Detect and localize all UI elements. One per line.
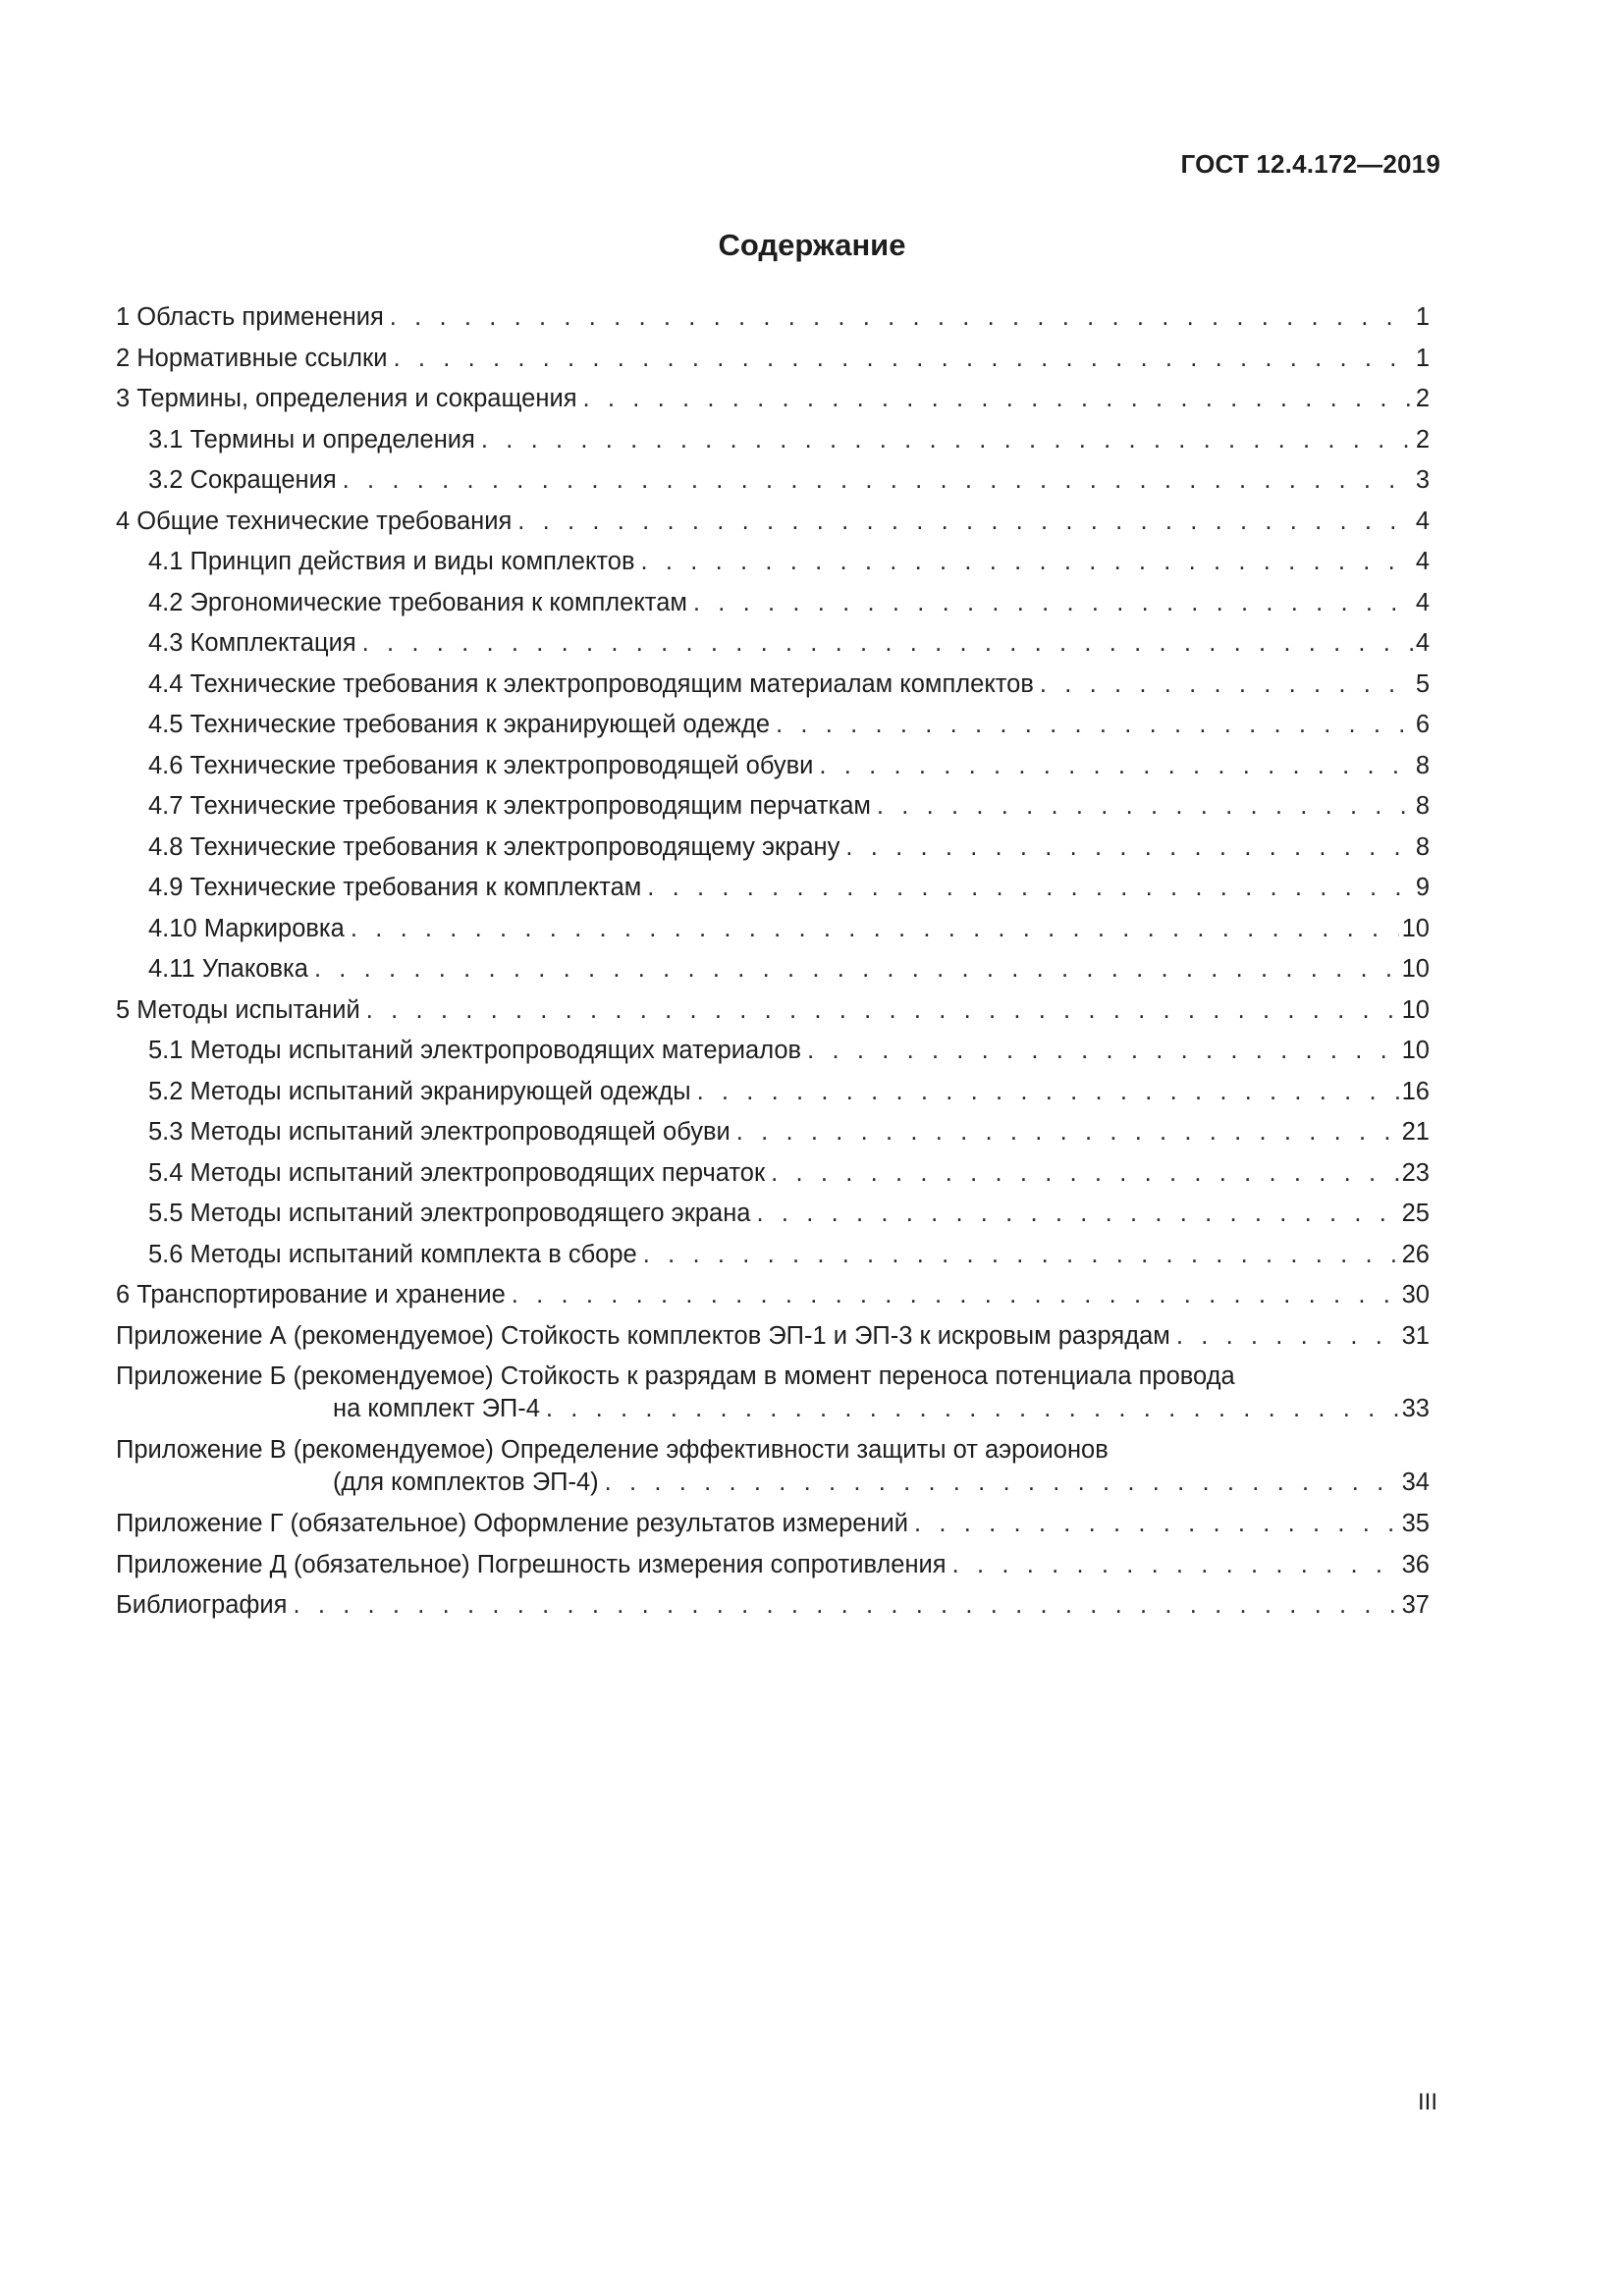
toc-entry-label: Приложение В (рекомендуемое) Определение эффективности защиты от аэроионов (116, 1436, 1109, 1464)
toc-entry-page: 10 (1401, 1037, 1430, 1064)
document-code: ГОСТ 12.4.172—2019 (1180, 149, 1440, 179)
toc-entry-page: 4 (1415, 588, 1430, 616)
toc-entry[interactable] (116, 339, 1430, 380)
toc-entry[interactable] (116, 1357, 1430, 1430)
toc-dot-leader (952, 1545, 1399, 1586)
toc-dot-leader (693, 583, 1413, 624)
toc-dot-leader (512, 1275, 1399, 1316)
toc-entry[interactable] (116, 542, 1430, 583)
toc-dot-leader (771, 1153, 1399, 1195)
toc-entry[interactable] (116, 1031, 1430, 1072)
toc-entry[interactable] (116, 1275, 1430, 1316)
toc-entry-page: 10 (1401, 914, 1430, 942)
toc-entry[interactable] (116, 665, 1430, 706)
toc-entry[interactable] (116, 623, 1430, 665)
toc-entry-page: 2 (1415, 385, 1430, 412)
toc-entry-page: 2 (1415, 425, 1430, 454)
toc-entry-page: 36 (1401, 1550, 1430, 1578)
toc-dot-leader (756, 1194, 1398, 1235)
toc-entry-label: 4 Общие технические требования (116, 507, 513, 535)
toc-entry-page: 1 (1415, 344, 1430, 372)
toc-entry-page: 25 (1401, 1200, 1430, 1227)
toc-entry-page: 35 (1401, 1510, 1430, 1537)
toc-entry-label: 4.7 Технические требования к электропроводящим перчаткам (148, 792, 871, 820)
toc-dot-leader (517, 502, 1413, 543)
toc-dot-leader (351, 909, 1399, 950)
toc-entry-label: 6 Транспортирование и хранение (116, 1281, 506, 1308)
toc-entry-page: 30 (1401, 1281, 1430, 1308)
toc-entry-label: 5.2 Методы испытаний экранирующей одежды (148, 1077, 691, 1105)
toc-entry-page: 33 (1401, 1395, 1430, 1422)
toc-entry[interactable] (116, 379, 1430, 420)
toc-dot-leader (343, 460, 1413, 502)
toc-entry-label: 3.2 Сокращения (148, 466, 337, 494)
toc-entry-page: 34 (1401, 1468, 1430, 1496)
toc-dot-leader (390, 297, 1413, 339)
page-number: III (1417, 2089, 1437, 2115)
toc-dot-leader (293, 1585, 1398, 1627)
toc-dot-leader (776, 705, 1413, 746)
toc-entry[interactable] (116, 297, 1430, 339)
toc-dot-leader (583, 379, 1413, 420)
toc-entry[interactable] (116, 1235, 1430, 1276)
toc-entry-page: 31 (1401, 1321, 1430, 1350)
toc-dot-leader (807, 1031, 1399, 1072)
toc-entry[interactable] (116, 868, 1430, 909)
toc-entry[interactable] (116, 949, 1430, 990)
toc-entry[interactable] (116, 1072, 1430, 1113)
toc-dot-leader (1040, 665, 1413, 706)
toc-entry-label: Приложение Г (обязательное) Оформление результатов измерений (116, 1510, 909, 1537)
toc-entry[interactable] (116, 909, 1430, 950)
toc-entry-label: 5.4 Методы испытаний электропроводящих перчаток (148, 1158, 766, 1187)
toc-entry-page: 3 (1415, 466, 1430, 494)
toc-entry[interactable] (116, 1112, 1430, 1153)
toc-entry-label: 4.11 Упаковка (148, 955, 308, 983)
toc-dot-leader (641, 542, 1413, 583)
toc-entry[interactable] (116, 1545, 1430, 1586)
toc-dot-leader (314, 949, 1399, 990)
toc-entry-label: Приложение Б (рекомендуемое) Стойкость к разрядам в момент переноса потенциала провода (116, 1362, 1235, 1390)
toc-dot-leader (647, 868, 1413, 909)
toc-entry-label: 5 Методы испытаний (116, 995, 360, 1024)
toc-entry[interactable] (116, 1430, 1430, 1504)
toc-entry-label: 4.8 Технические требования к электропроводящему экрану (148, 832, 840, 861)
toc-entry-label: 3.1 Термины и определения (148, 425, 475, 454)
toc-entry[interactable] (116, 502, 1430, 543)
toc-entry-page: 10 (1401, 955, 1430, 983)
toc-entry-label: 4.9 Технические требования к комплектам (148, 874, 642, 901)
toc-entry[interactable] (116, 1585, 1430, 1627)
toc-dot-leader (393, 339, 1412, 380)
toc-entry-page: 1 (1415, 303, 1430, 331)
toc-entry-label: 5.3 Методы испытаний электропроводящей обуви (148, 1118, 731, 1146)
toc-dot-leader (366, 990, 1399, 1032)
toc-dot-leader (819, 746, 1412, 787)
toc-title: Содержание (718, 228, 906, 262)
toc-entry[interactable] (116, 786, 1430, 828)
toc-entry-label: 4.1 Принцип действия и виды комплектов (148, 548, 635, 575)
toc-entry-label: 4.2 Эргономические требования к комплектам (148, 588, 687, 616)
toc-entry-page: 6 (1415, 711, 1430, 738)
toc-entry-page: 23 (1401, 1158, 1430, 1187)
toc-entry[interactable] (116, 420, 1430, 461)
toc-entry-page: 9 (1415, 874, 1430, 901)
toc-dot-leader (643, 1235, 1399, 1276)
toc-entry[interactable] (116, 583, 1430, 624)
toc-entry-label: Библиография (116, 1591, 288, 1619)
toc-entry[interactable] (116, 1194, 1430, 1235)
toc-entry-page: 8 (1415, 751, 1430, 779)
toc-entry[interactable] (116, 828, 1430, 869)
toc-entry-label-continuation: на комплект ЭП-4 (333, 1395, 540, 1422)
toc-entry[interactable] (116, 1316, 1430, 1358)
toc-entry-page: 10 (1401, 995, 1430, 1024)
toc-entry[interactable] (116, 746, 1430, 787)
toc-entry-page: 16 (1401, 1077, 1430, 1105)
toc-entry-label: 5.5 Методы испытаний электропроводящего экрана (148, 1200, 751, 1227)
toc-entry[interactable] (116, 705, 1430, 746)
toc-entry-label: 4.3 Комплектация (148, 629, 356, 657)
toc-dot-leader (481, 420, 1413, 461)
toc-entry[interactable] (116, 1504, 1430, 1545)
table-of-contents (116, 297, 1430, 1627)
toc-entry[interactable] (116, 990, 1430, 1032)
toc-entry-label: 4.5 Технические требования к экранирующей одежде (148, 711, 771, 738)
toc-entry-label-continuation: (для комплектов ЭП-4) (333, 1468, 599, 1496)
toc-dot-leader (362, 623, 1413, 665)
toc-dot-leader (914, 1504, 1399, 1545)
toc-entry-label: 4.4 Технические требования к электропроводящим материалам комплектов (148, 669, 1034, 698)
toc-entry-page: 37 (1401, 1591, 1430, 1619)
toc-dot-leader (1176, 1316, 1399, 1358)
toc-entry-label: Приложение А (рекомендуемое) Стойкость комплектов ЭП-1 и ЭП-3 к искровым разрядам (116, 1321, 1170, 1350)
toc-entry-label: 4.6 Технические требования к электропроводящей обуви (148, 751, 814, 779)
toc-dot-leader (845, 828, 1412, 869)
toc-dot-leader (877, 786, 1413, 828)
toc-dot-leader (546, 1393, 1399, 1425)
toc-dot-leader (697, 1072, 1399, 1113)
toc-entry-label: 5.1 Методы испытаний электропроводящих материалов (148, 1037, 802, 1064)
toc-entry-label: 4.10 Маркировка (148, 914, 345, 942)
toc-entry-page: 26 (1401, 1240, 1430, 1268)
toc-entry-label: 1 Область применения (116, 303, 384, 331)
toc-dot-leader (736, 1112, 1399, 1153)
toc-dot-leader (605, 1467, 1399, 1499)
toc-entry-page: 4 (1415, 629, 1430, 657)
toc-entry[interactable] (116, 1153, 1430, 1195)
toc-entry-page: 5 (1415, 669, 1430, 698)
toc-entry-page: 4 (1415, 548, 1430, 575)
toc-entry-page: 4 (1415, 507, 1430, 535)
toc-entry-label: Приложение Д (обязательное) Погрешность измерения сопротивления (116, 1550, 947, 1578)
toc-entry-page: 8 (1415, 832, 1430, 861)
toc-entry[interactable] (116, 460, 1430, 502)
toc-entry-page: 21 (1401, 1118, 1430, 1146)
toc-entry-label: 5.6 Методы испытаний комплекта в сборе (148, 1240, 637, 1268)
toc-entry-page: 8 (1415, 792, 1430, 820)
toc-entry-label: 2 Нормативные ссылки (116, 344, 388, 372)
toc-entry-label: 3 Термины, определения и сокращения (116, 385, 577, 412)
